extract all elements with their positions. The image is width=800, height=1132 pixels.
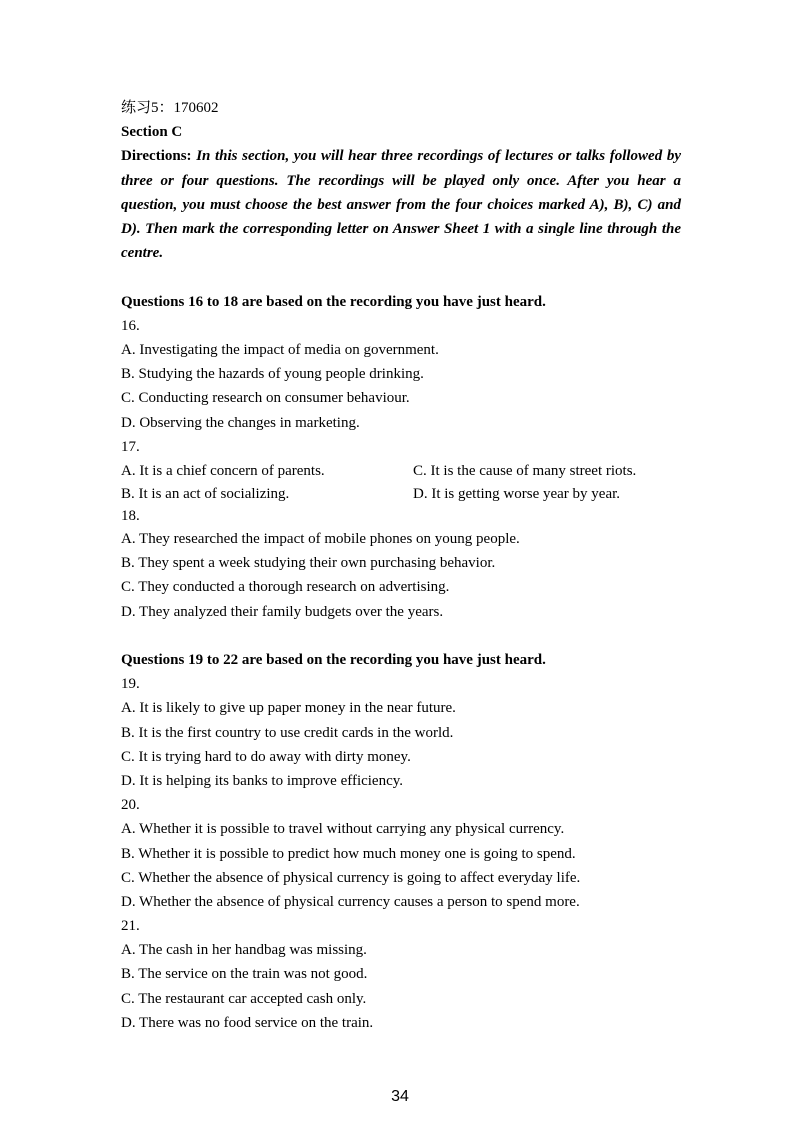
option-a: A. It is likely to give up paper money in the near future. [121,700,456,717]
option-d: D. They analyzed their family budgets over the years. [121,603,444,620]
option-c: C. It is the cause of many street riots. [413,462,637,479]
question-number: 18. [121,508,140,525]
option-d: D. It is getting worse year by year. [413,486,621,503]
option-d: D. Whether the absence of physical currency causes a person to spend more. [121,893,580,910]
question-number: 16. [121,317,140,334]
group-heading: Questions 19 to 22 are based on the recording you have just heard. [121,652,546,669]
option-c: C. They conducted a thorough research on advertising. [121,579,450,596]
option-row [121,459,681,483]
page-number: 34 [391,1088,409,1105]
question-number: 21. [121,918,140,935]
option-d: D. There was no food service on the train. [121,1014,374,1031]
spacer [121,624,681,648]
option-a: A. Investigating the impact of media on government. [121,341,439,358]
option-d: D. Observing the changes in marketing. [121,414,360,431]
question-number: 19. [121,676,140,693]
question-number: 20. [121,797,140,814]
option-a: A. The cash in her handbag was missing. [121,942,367,959]
option-c: C. It is trying hard to do away with dirty money. [121,748,411,765]
option-b: B. Studying the hazards of young people drinking. [121,366,424,383]
option-b: B. It is the first country to use credit cards in the world. [121,724,454,741]
option-b: B. Whether it is possible to predict how much money one is going to spend. [121,845,576,862]
exam-page [121,96,681,1035]
spacer [121,265,681,289]
option-b: B. They spent a week studying their own purchasing behavior. [121,555,496,572]
option-b: B. The service on the train was not good. [121,966,368,983]
question-number: 17. [121,438,140,455]
option-c: C. The restaurant car accepted cash only. [121,990,367,1007]
section-title: Section C [121,124,183,141]
group-heading: Questions 16 to 18 are based on the recording you have just heard. [121,293,546,310]
option-c: C. Conducting research on consumer behaviour. [121,390,410,407]
option-b: B. It is an act of socializing. [121,486,290,503]
directions-label: Directions: [121,148,192,165]
exercise-label: 练习5：170602 [121,100,219,116]
option-a: A. They researched the impact of mobile phones on young people. [121,531,520,548]
option-a: A. It is a chief concern of parents. [121,462,325,479]
option-c: C. Whether the absence of physical currency is going to affect everyday life. [121,869,581,886]
option-d: D. It is helping its banks to improve efficiency. [121,772,404,789]
directions-paragraph [121,144,681,265]
option-row [121,483,681,505]
option-a: A. Whether it is possible to travel without carrying any physical currency. [121,821,565,838]
directions-text: In this section, you will hear three recordings of lectures or talks followed by three or four questions. The recordings will be played only once. After you hear a question, you must choose the best answer from the four choices marked A), B), C) and D). Then mark the corresponding letter on Answer Sheet 1 with a single line through the centre. [121,148,681,262]
